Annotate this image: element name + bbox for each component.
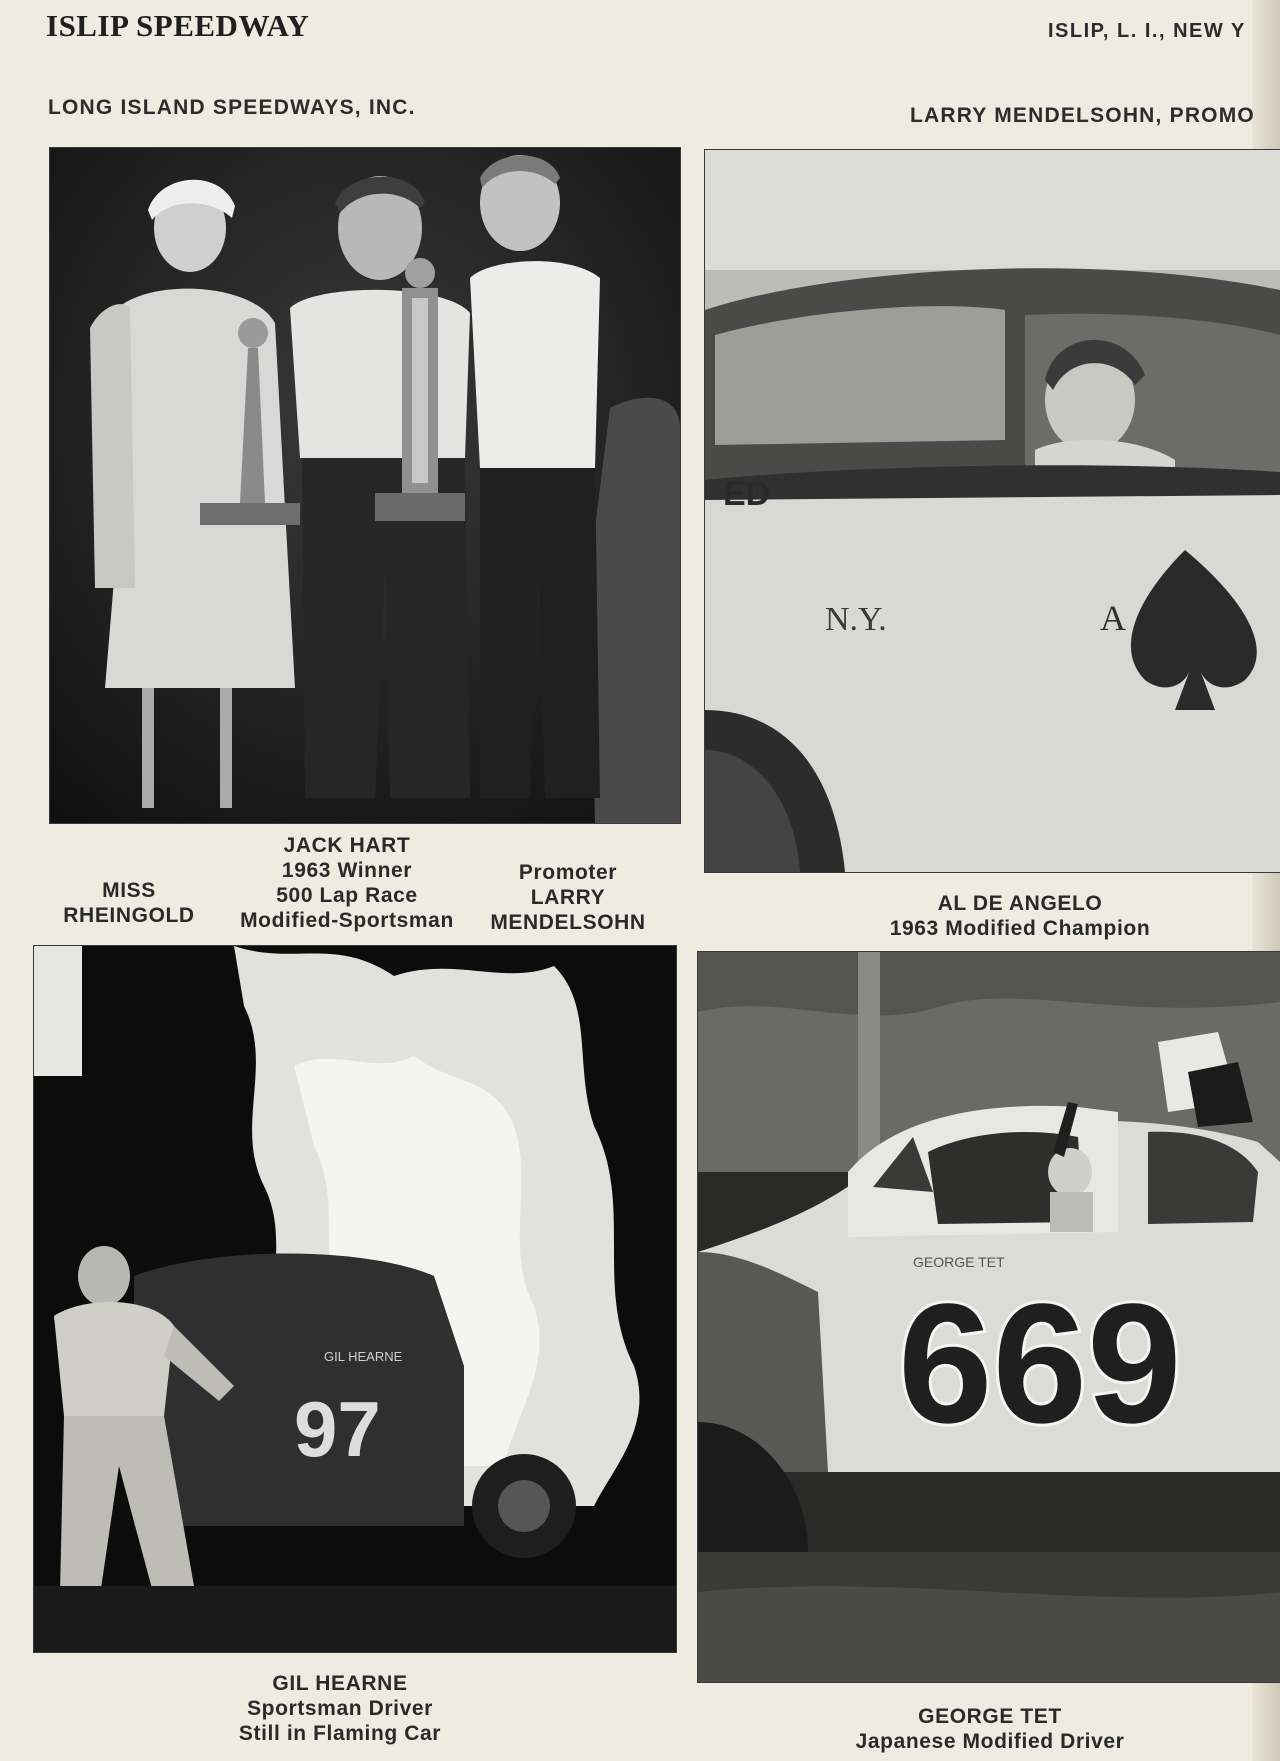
caption-line: AL DE ANGELO [937,892,1103,915]
caption-line: GEORGE TET [918,1705,1062,1728]
caption-line: LARRY [530,886,606,909]
caption-line: JACK HART [283,834,411,857]
caption-line: GIL HEARNE [272,1672,408,1695]
car-number-669: 669 [898,1269,1182,1459]
promoter-name: LARRY MENDELSOHN, PROMO [910,104,1255,127]
caption-george-tet [830,1704,1150,1754]
photo-flaming-car-image [34,946,676,1652]
photo-al-de-angelo [705,150,1280,872]
car-lettering-ny: N.Y. [825,601,887,638]
caption-line: Japanese Modified Driver [855,1730,1125,1753]
caption-line: MISS [102,879,156,902]
photo-car-669-image [698,952,1280,1682]
caption-line: Sportsman Driver [247,1697,433,1720]
caption-miss-rheingold [54,878,204,928]
caption-gil-hearne [190,1671,490,1746]
caption-line: 1963 Modified Champion [889,917,1151,940]
photo-gil-hearne [34,946,676,1652]
caption-larry-mendelsohn [478,860,658,935]
caption-line: RHEINGOLD [63,904,195,927]
photo-trophy-image [50,148,680,823]
caption-line: 1963 Winner [281,859,413,882]
photo-george-tet [698,952,1280,1682]
car-partial-lettering: ED [723,475,771,513]
caption-line: MENDELSOHN [490,911,646,934]
caption-al-de-angelo [840,891,1200,941]
caption-line: Still in Flaming Car [238,1722,442,1745]
photo-trophy-presentation [50,148,680,823]
caption-line: Modified-Sportsman [240,909,454,932]
company-name: LONG ISLAND SPEEDWAYS, INC. [48,96,416,119]
caption-line: Promoter [518,861,618,884]
ace-letter: A [1100,598,1126,638]
caption-line: 500 Lap Race [276,884,418,907]
page-title: ISLIP SPEEDWAY [46,8,310,43]
car-name-lettering: GIL HEARNE [324,1349,403,1364]
caption-jack-hart [232,833,462,933]
car-name-lettering-tet: GEORGE TET [913,1254,1005,1270]
location-text: ISLIP, L. I., NEW Y [1048,20,1246,42]
photo-race-car-image [705,150,1280,872]
car-number-97: 97 [294,1385,381,1473]
